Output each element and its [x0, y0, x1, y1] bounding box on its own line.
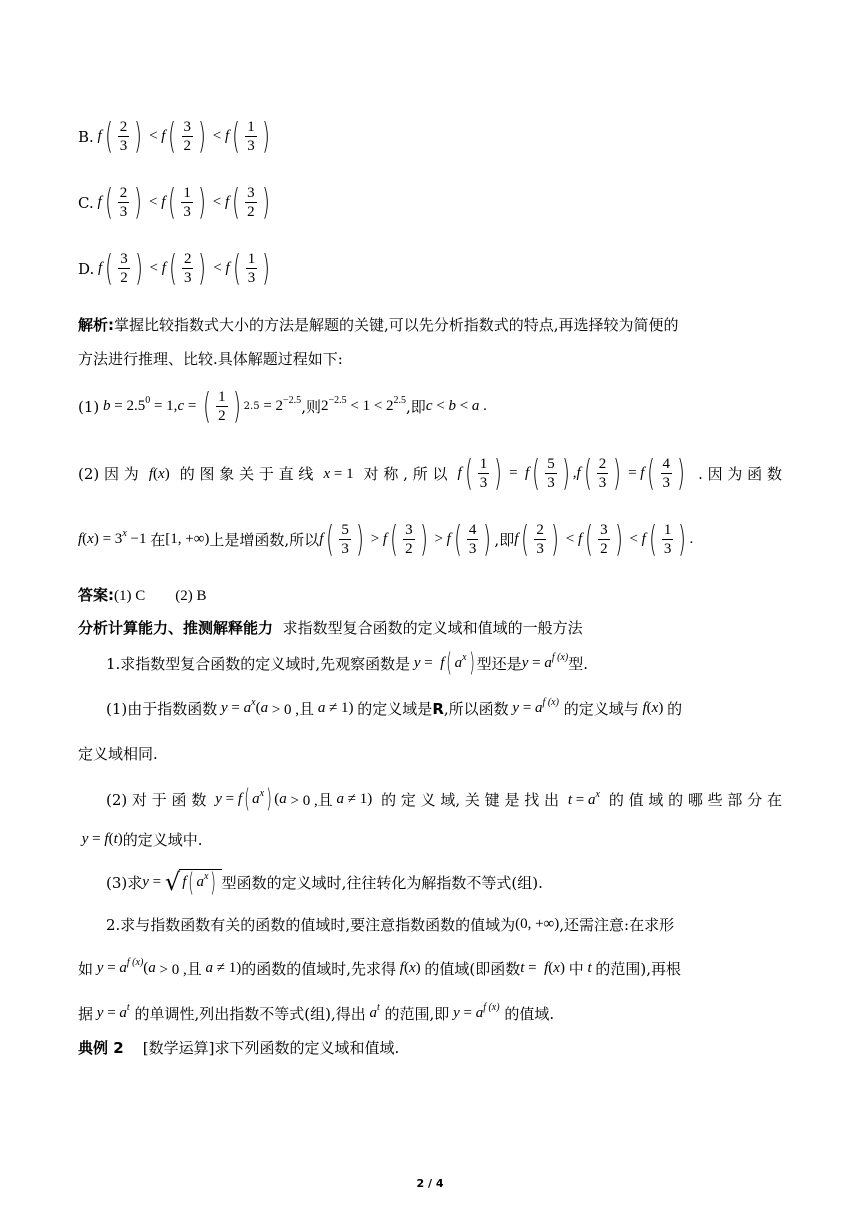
option-label: C.: [78, 193, 94, 212]
method-p2: 2.求与指数函数有关的函数的值域时,要注意指数函数的值域为 (0, +∞) ,还需注意:在求形: [106, 916, 675, 934]
option-label: B.: [78, 127, 94, 146]
fraction: $\frac{1}{3}$: [183, 185, 191, 220]
answer-heading: 答案:: [78, 586, 114, 604]
method-p1-1-cont: 定义域相同.: [78, 745, 158, 763]
fraction: $\frac{1}{3}$: [247, 251, 256, 286]
method-p2-cont1: 如 y = $a^{f (x)}$ ( a > 0 ,且 a ≠ 1) 的函数的值域时,先求得 f ( x ) 的值域(即函数 t = f ( x ) 中 t 的范围),再根: [78, 957, 682, 978]
fraction: $\frac{1}{3}$: [247, 119, 255, 154]
analysis-intro-line1: 解析: 掌握比较指数式大小的方法是解题的关键,可以先分析指数式的特点,再选择较为简便的: [78, 316, 679, 334]
method-p1: 1.求指数型复合函数的定义域时,先观察函数是 y = f ( $a^x$ ) 型还是 y = $a^{f (x)}$ 型.: [106, 648, 588, 678]
analysis-intro-line2: 方法进行推理、比较.具体解题过程如下:: [78, 350, 343, 368]
page-number: 2 / 4: [416, 1177, 444, 1190]
method-p1-1: (1)由于指数函数 y = $a^x$ ( a > 0 ,且 a ≠ 1) 的定义域是 R ,所以函数 y = $a^{f (x)}$ 的定义域与 f ( x ) 的: [106, 697, 683, 718]
fraction: $\frac{2}{3}$: [119, 185, 128, 220]
sqrt-expression: √ f ( $a^x$ ): [165, 868, 222, 896]
fraction: $\frac{2}{3}$: [183, 251, 192, 286]
option-d: D. f ( $\frac{3}{2}$ ) < f ( $\frac{2}{3}$ ) < f ( $\frac{1}{3}$ ): [78, 247, 271, 289]
fraction: $\frac{3}{2}$: [183, 119, 191, 154]
analysis-step2-line1: (2) 因 为 f(x) 的 图 象 关 于 直 线 x = 1 对 称 , 所 以 f ( $\frac{1}{3}$ ) = f ( $\frac{5}{3}$ ) , f ( $\frac{2}{3}$ ) = f ( $\frac{4}{3}$ ) . 因 为 函 数: [78, 452, 782, 494]
option-c: C. f ( $\frac{2}{3}$ ) < f ( $\frac{1}{3}$ ) < f ( $\frac{3}{2}$ ): [78, 181, 270, 223]
fraction: $\frac{3}{2}$: [120, 251, 128, 286]
fraction: $\frac{1}{2}$: [218, 389, 226, 424]
example-heading: 典例 2: [78, 1039, 124, 1057]
section-heading: 分析计算能力、推测解释能力 求指数型复合函数的定义域和值域的一般方法: [78, 619, 583, 637]
answer-line: 答案: (1) C (2) B: [78, 586, 207, 604]
method-p2-cont2: 据 y = $a^t$ 的单调性,列出指数不等式(组),得出 $a^t$ 的范围,即 y = $a^{f (x)}$ 的值域.: [78, 1002, 555, 1023]
example-2: 典例 2 [数学运算]求下列函数的定义域和值域.: [78, 1039, 400, 1057]
option-label: D.: [78, 259, 95, 278]
analysis-step2-line2: f ( x ) = $3^x -1$ 在 [1, +∞) 上是增函数,所以 f ( $\frac{5}{3}$ ) > f ( $\frac{3}{2}$ ) > f ( $\frac{4}{3}$ ) ,即 f ( $\frac{2}{3}$ ) < f ( $\frac{3}{2}$ ) < f ( $\frac{1}{3}$ ) .: [78, 518, 694, 560]
fraction: $\frac{3}{2}$: [247, 185, 255, 220]
method-p1-2-cont: y = f ( t ) 的定义域中.: [78, 831, 203, 849]
method-p1-2: (2) 对 于 函 数 y = f ( $a^x$ ) ( a > 0 ,且 a ≠ 1) 的 定 义 域, 关 键 是 找 出 $t = a^x$ 的 值 域 的 哪 些 部 分 在: [106, 784, 782, 814]
fraction: $\frac{2}{3}$: [119, 119, 128, 154]
method-p1-3: (3)求 y = √ f ( $a^x$ ) 型函数的定义域时,往往转化为解指数不等式(组).: [106, 867, 543, 898]
option-b: B. f ( $\frac{2}{3}$ ) < f ( $\frac{3}{2}$ ) < f ( $\frac{1}{3}$ ): [78, 115, 270, 157]
analysis-step1: (1) b = $2.5^0 = 1$, c = ( $\frac{1}{2}$ ) 2.5 = $2^{-2.5}$ ,则 $2^{-2.5} < 1 < 2^{2.5}$ ,即 c < b < a .: [78, 385, 487, 427]
analysis-heading: 解析:: [78, 316, 114, 334]
